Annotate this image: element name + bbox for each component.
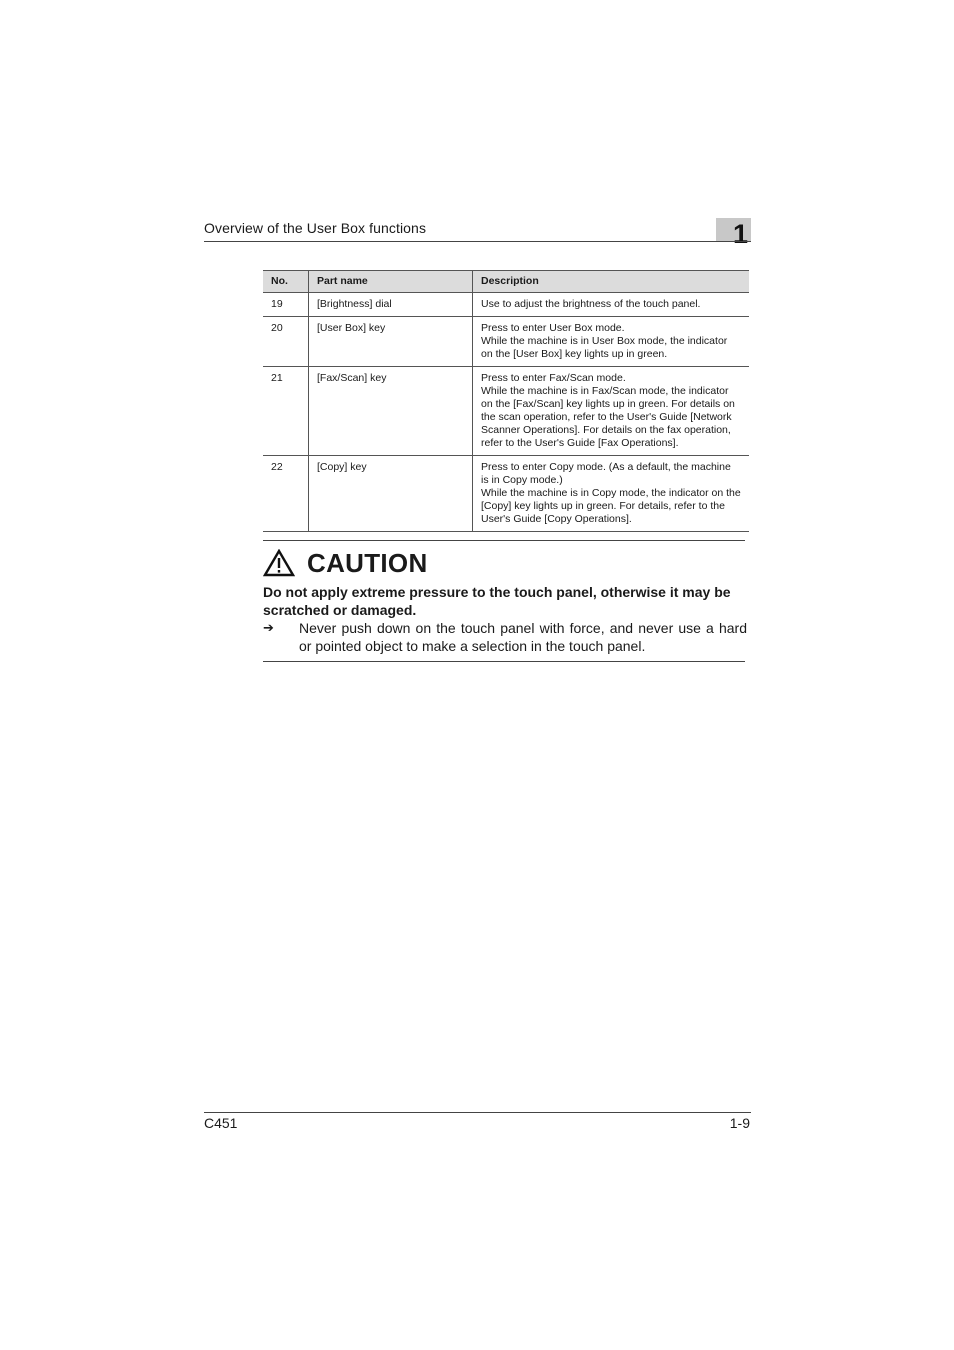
description-line: While the machine is in Copy mode, the indicator on the [Copy] key lights up in green. For details, refer to the User's Guide [Copy Operations].: [481, 487, 741, 525]
caution-statement: Do not apply extreme pressure to the touch panel, otherwise it may be scratched or damaged.: [263, 584, 731, 618]
cell-part-name: [User Box] key: [309, 317, 473, 367]
cell-description: [473, 456, 750, 532]
page-number: 1-9: [729, 1115, 750, 1131]
caution-bottom-divider: [263, 661, 745, 662]
column-header-part-name: Part name: [309, 271, 473, 293]
description-line: While the machine is in Fax/Scan mode, the indicator on the [Fax/Scan] key lights up in green. For details on the scan operation, refer to the User's Guide [Network Scanner Operations]. For details on the fax operation, refer to the User's Guide [Fax Operations].: [481, 385, 735, 449]
cell-no: 19: [263, 293, 309, 317]
column-header-no: No.: [263, 271, 309, 293]
caution-top-divider: [263, 540, 745, 541]
chapter-tab: [716, 218, 751, 249]
column-header-description: Description: [473, 271, 750, 293]
description-line: While the machine is in User Box mode, the indicator on the [User Box] key lights up in green.: [481, 335, 728, 360]
description-line: Press to enter User Box mode.: [481, 322, 625, 334]
cell-part-name: [Brightness] dial: [309, 293, 473, 317]
arrow-right-icon: ➔: [263, 620, 274, 635]
description-line: Use to adjust the brightness of the touch panel.: [481, 298, 701, 310]
warning-triangle-icon: [263, 549, 295, 577]
cell-part-name: [Copy] key: [309, 456, 473, 532]
caution-title: CAUTION: [307, 547, 428, 578]
table-row: [263, 367, 749, 456]
cell-part-name: [Fax/Scan] key: [309, 367, 473, 456]
footer-divider: [204, 1112, 751, 1113]
cell-no: 20: [263, 317, 309, 367]
header-divider: [204, 241, 751, 242]
table-row: [263, 456, 749, 532]
description-line: Press to enter Copy mode. (As a default, the machine is in Copy mode.): [481, 461, 731, 486]
section-title: Overview of the User Box functions: [204, 220, 427, 236]
cell-description: [473, 367, 750, 456]
cell-no: 21: [263, 367, 309, 456]
chapter-number: 1: [732, 219, 748, 249]
description-line: Press to enter Fax/Scan mode.: [481, 372, 626, 384]
cell-description: [473, 293, 750, 317]
cell-no: 22: [263, 456, 309, 532]
parts-table: [263, 270, 749, 532]
caution-heading: [263, 548, 428, 578]
table-row: [263, 317, 749, 367]
caution-step: Never push down on the touch panel with force, and never use a hard or pointed object to make a selection in the touch panel.: [299, 620, 747, 654]
model-name: C451: [204, 1115, 238, 1131]
table-row: [263, 293, 749, 317]
table-header-row: [263, 271, 749, 293]
cell-description: [473, 317, 750, 367]
